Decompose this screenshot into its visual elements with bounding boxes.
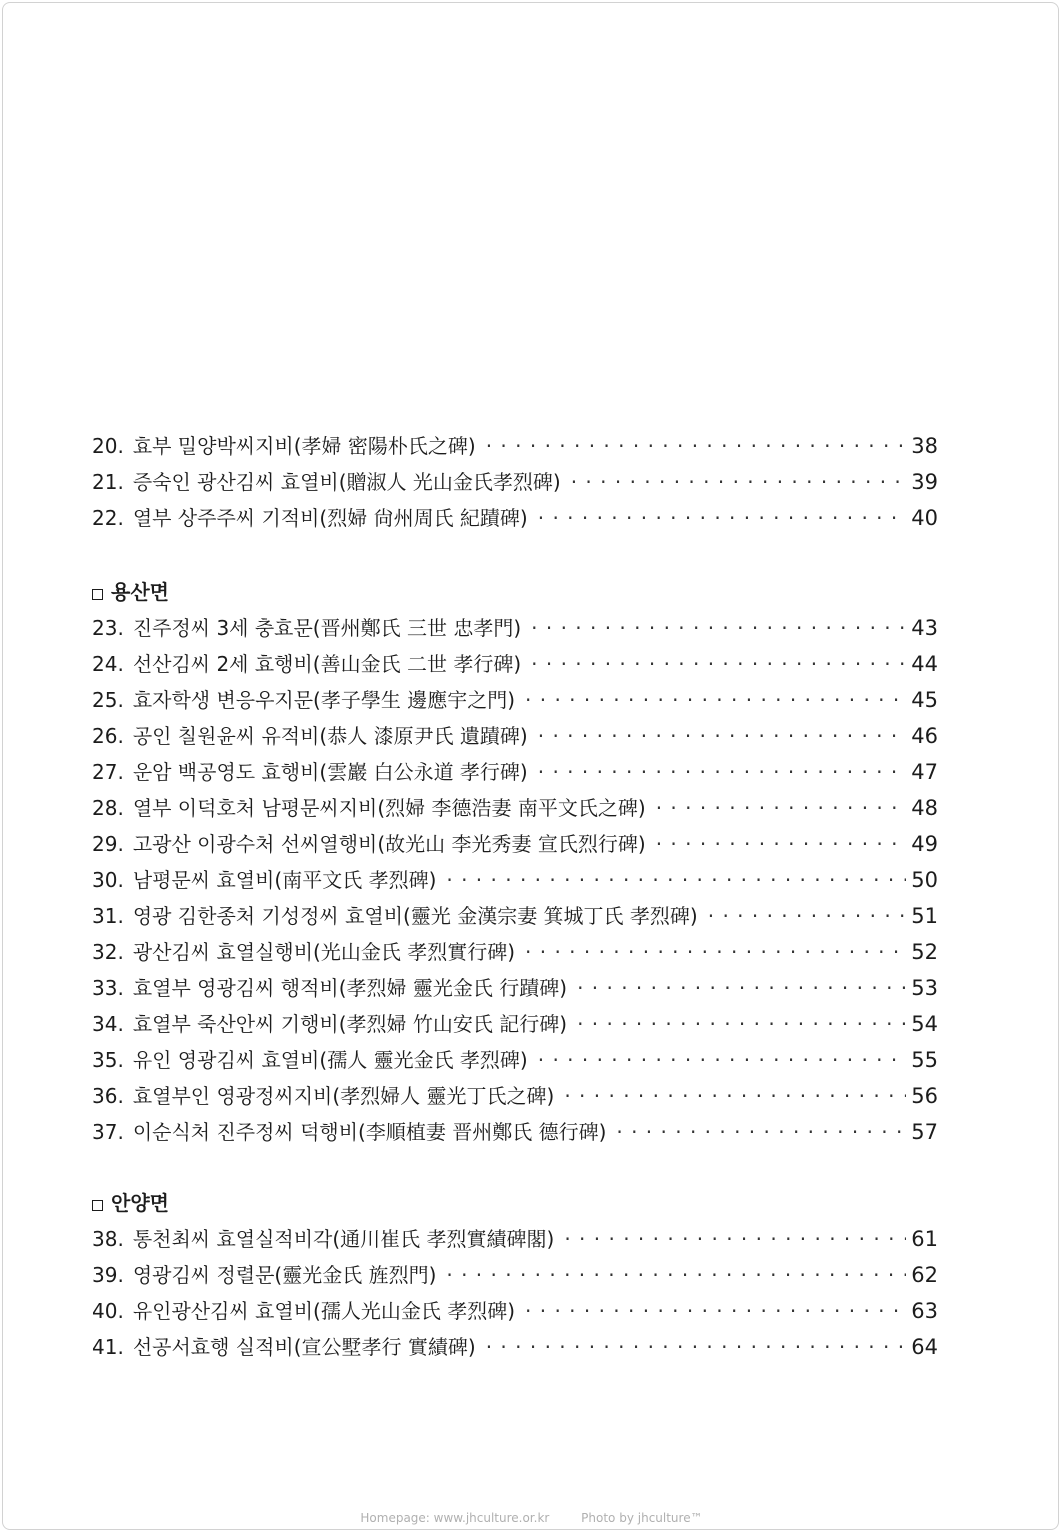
dot-leader bbox=[525, 934, 906, 970]
entry-number: 32. bbox=[92, 940, 124, 964]
dot-leader bbox=[531, 610, 906, 646]
entry-number: 22. bbox=[92, 506, 124, 530]
toc-entry bbox=[92, 1006, 938, 1042]
entry-number: 25. bbox=[92, 688, 124, 712]
entry-page: 52 bbox=[911, 940, 938, 964]
toc-entry bbox=[92, 428, 938, 464]
entry-number: 35. bbox=[92, 1048, 124, 1072]
dot-leader bbox=[486, 428, 906, 464]
dot-leader bbox=[531, 646, 906, 682]
page-footer bbox=[0, 1511, 1063, 1525]
entry-title: 효부 밀양박씨지비(孝婦 密陽朴氏之碑) bbox=[132, 434, 476, 458]
entry-page: 63 bbox=[911, 1299, 938, 1323]
entry-page: 61 bbox=[911, 1227, 938, 1251]
section-heading bbox=[92, 1185, 938, 1221]
entry-page: 49 bbox=[911, 832, 938, 856]
entry-number: 24. bbox=[92, 652, 124, 676]
entry-title: 광산김씨 효열실행비(光山金氏 孝烈實行碑) bbox=[132, 940, 516, 964]
toc-entry bbox=[92, 682, 938, 718]
entry-page: 45 bbox=[911, 688, 938, 712]
section-title: 용산면 bbox=[111, 580, 169, 604]
entry-title: 통천최씨 효열실적비각(通川崔氏 孝烈實績碑閣) bbox=[132, 1227, 555, 1251]
entry-number: 41. bbox=[92, 1335, 124, 1359]
entry-number: 27. bbox=[92, 760, 124, 784]
entry-title: 영광김씨 정렬문(靈光金氏 旌烈門) bbox=[132, 1263, 437, 1287]
entry-number: 31. bbox=[92, 904, 124, 928]
entry-number: 21. bbox=[92, 470, 124, 494]
dot-leader bbox=[538, 754, 906, 790]
dot-leader bbox=[564, 1221, 906, 1257]
entry-title: 효열부 영광김씨 행적비(孝烈婦 靈光金氏 行蹟碑) bbox=[132, 976, 568, 1000]
entry-page: 38 bbox=[911, 434, 938, 458]
dot-leader bbox=[446, 862, 906, 898]
entry-title: 열부 이덕호처 남평문씨지비(烈婦 李德浩妻 南平文氏之碑) bbox=[132, 796, 646, 820]
entry-number: 26. bbox=[92, 724, 124, 748]
entry-page: 56 bbox=[911, 1084, 938, 1108]
entry-number: 20. bbox=[92, 434, 124, 458]
entry-number: 28. bbox=[92, 796, 124, 820]
toc-group-1 bbox=[92, 428, 938, 536]
entry-title: 영광 김한종처 기성정씨 효열비(靈光 金漢宗妻 箕城丁氏 孝烈碑) bbox=[132, 904, 698, 928]
square-bullet-icon bbox=[92, 589, 103, 600]
entry-number: 37. bbox=[92, 1120, 124, 1144]
section-title: 안양면 bbox=[111, 1191, 169, 1215]
toc-entry bbox=[92, 826, 938, 862]
entry-title: 효열부인 영광정씨지비(孝烈婦人 靈光丁氏之碑) bbox=[132, 1084, 555, 1108]
entry-title: 선산김씨 2세 효행비(善山金氏 二世 孝行碑) bbox=[132, 652, 522, 676]
entry-title: 운암 백공영도 효행비(雲巖 白公永道 孝行碑) bbox=[132, 760, 528, 784]
entry-page: 47 bbox=[911, 760, 938, 784]
entry-page: 64 bbox=[911, 1335, 938, 1359]
entry-number: 34. bbox=[92, 1012, 124, 1036]
square-bullet-icon bbox=[92, 1200, 103, 1211]
entry-title: 효자학생 변응우지문(孝子學生 邊應宇之門) bbox=[132, 688, 516, 712]
toc-entry bbox=[92, 754, 938, 790]
entry-title: 남평문씨 효열비(南平文氏 孝烈碑) bbox=[132, 868, 437, 892]
toc-entry bbox=[92, 500, 938, 536]
toc-entry bbox=[92, 1042, 938, 1078]
toc-entry bbox=[92, 610, 938, 646]
entry-number: 40. bbox=[92, 1299, 124, 1323]
toc-entry bbox=[92, 718, 938, 754]
entry-number: 30. bbox=[92, 868, 124, 892]
dot-leader bbox=[486, 1329, 906, 1365]
entry-page: 53 bbox=[911, 976, 938, 1000]
toc-entry bbox=[92, 970, 938, 1006]
entry-title: 유인광산김씨 효열비(孺人光山金氏 孝烈碑) bbox=[132, 1299, 516, 1323]
entry-title: 선공서효행 실적비(宣公墅孝行 實績碑) bbox=[132, 1335, 476, 1359]
dot-leader bbox=[446, 1257, 906, 1293]
toc-entry bbox=[92, 1257, 938, 1293]
toc-entry bbox=[92, 1114, 938, 1150]
dot-leader bbox=[656, 790, 906, 826]
toc-entry bbox=[92, 1078, 938, 1114]
entry-page: 48 bbox=[911, 796, 938, 820]
entry-page: 46 bbox=[911, 724, 938, 748]
dot-leader bbox=[538, 500, 906, 536]
dot-leader bbox=[571, 464, 906, 500]
entry-title: 유인 영광김씨 효열비(孺人 靈光金氏 孝烈碑) bbox=[132, 1048, 528, 1072]
entry-page: 57 bbox=[911, 1120, 938, 1144]
entry-page: 50 bbox=[911, 868, 938, 892]
entry-title: 효열부 죽산안씨 기행비(孝烈婦 竹山安氏 記行碑) bbox=[132, 1012, 568, 1036]
dot-leader bbox=[525, 1293, 906, 1329]
toc-entry bbox=[92, 898, 938, 934]
entry-title: 열부 상주주씨 기적비(烈婦 尙州周氏 紀蹟碑) bbox=[132, 506, 528, 530]
dot-leader bbox=[656, 826, 906, 862]
entry-title: 이순식처 진주정씨 덕행비(李順植妻 晋州鄭氏 德行碑) bbox=[132, 1120, 607, 1144]
dot-leader bbox=[616, 1114, 906, 1150]
entry-page: 55 bbox=[911, 1048, 938, 1072]
entry-number: 39. bbox=[92, 1263, 124, 1287]
entry-title: 공인 칠원윤씨 유적비(恭人 漆原尹氏 遺蹟碑) bbox=[132, 724, 528, 748]
entry-number: 29. bbox=[92, 832, 124, 856]
toc-entry bbox=[92, 1293, 938, 1329]
entry-page: 44 bbox=[911, 652, 938, 676]
table-of-contents bbox=[92, 428, 938, 1365]
dot-leader bbox=[708, 898, 906, 934]
homepage-link[interactable]: Homepage: www.jhculture.or.kr bbox=[360, 1511, 550, 1525]
entry-title: 고광산 이광수처 선씨열행비(故光山 李光秀妻 宣氏烈行碑) bbox=[132, 832, 646, 856]
entry-page: 43 bbox=[911, 616, 938, 640]
entry-title: 진주정씨 3세 충효문(晋州鄭氏 三世 忠孝門) bbox=[132, 616, 522, 640]
toc-group-2 bbox=[92, 610, 938, 1150]
entry-number: 33. bbox=[92, 976, 124, 1000]
toc-entry bbox=[92, 464, 938, 500]
dot-leader bbox=[538, 1042, 906, 1078]
entry-number: 36. bbox=[92, 1084, 124, 1108]
dot-leader bbox=[538, 718, 906, 754]
toc-entry bbox=[92, 646, 938, 682]
entry-page: 51 bbox=[911, 904, 938, 928]
toc-entry bbox=[92, 862, 938, 898]
entry-page: 39 bbox=[911, 470, 938, 494]
dot-leader bbox=[577, 1006, 906, 1042]
entry-title: 증숙인 광산김씨 효열비(贈淑人 光山金氏孝烈碑) bbox=[132, 470, 561, 494]
entry-page: 40 bbox=[911, 506, 938, 530]
entry-page: 62 bbox=[911, 1263, 938, 1287]
entry-number: 23. bbox=[92, 616, 124, 640]
toc-group-3 bbox=[92, 1221, 938, 1365]
photo-credit: Photo by jhculture™ bbox=[581, 1511, 703, 1525]
entry-number: 38. bbox=[92, 1227, 124, 1251]
entry-page: 54 bbox=[911, 1012, 938, 1036]
dot-leader bbox=[577, 970, 906, 1006]
toc-entry bbox=[92, 1329, 938, 1365]
dot-leader bbox=[525, 682, 906, 718]
toc-entry bbox=[92, 1221, 938, 1257]
dot-leader bbox=[564, 1078, 906, 1114]
toc-entry bbox=[92, 934, 938, 970]
toc-entry bbox=[92, 790, 938, 826]
section-heading bbox=[92, 574, 938, 610]
